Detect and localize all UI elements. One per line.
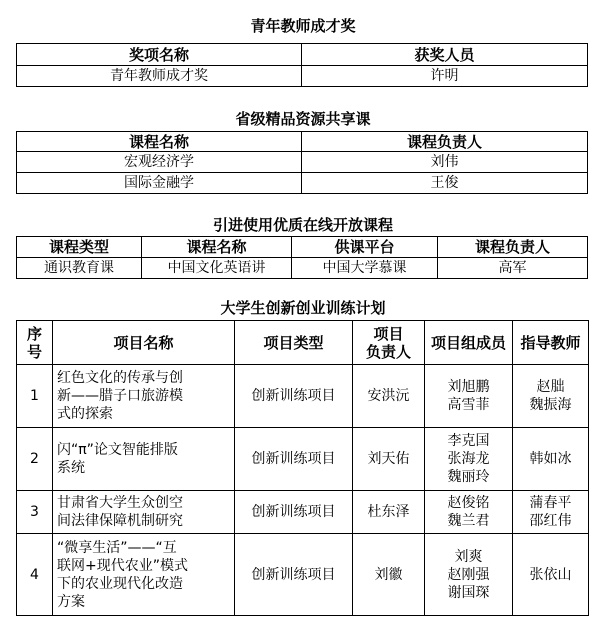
table-row <box>17 173 588 194</box>
cell-project-name: 闪“π”论文智能排版 系统 <box>53 428 235 491</box>
cell-course-leader: 刘伟 <box>302 152 588 173</box>
cell-course-name: 国际金融学 <box>17 173 302 194</box>
section-title-youth-teacher-award: 青年教师成才奖 <box>250 17 356 35</box>
innovation-program-table <box>16 320 589 616</box>
cell-project-name: 红色文化的传承与创 新——腊子口旅游模 式的探索 <box>53 365 235 428</box>
header-project-leader: 项目 负责人 <box>353 321 425 365</box>
youth-teacher-award-table <box>16 43 588 87</box>
cell-number: 3 <box>17 491 53 534</box>
cell-members: 刘爽 赵刚强 谢国琛 <box>425 534 513 616</box>
header-course-type: 课程类型 <box>17 237 142 258</box>
header-course-leader: 课程负责人 <box>302 132 588 152</box>
header-project-name: 项目名称 <box>53 321 235 365</box>
table-row <box>17 428 589 491</box>
cell-advisor: 赵朏 魏振海 <box>513 365 589 428</box>
section-title-online-courses: 引进使用优质在线开放课程 <box>212 216 393 234</box>
online-courses-table <box>16 236 588 279</box>
header-number: 序 号 <box>17 321 53 365</box>
cell-course-leader: 王俊 <box>302 173 588 194</box>
cell-project-leader: 刘天佑 <box>353 428 425 491</box>
cell-project-name: 甘肃省大学生众创空 间法律保障机制研究 <box>53 491 235 534</box>
cell-course-type: 通识教育课 <box>17 258 142 279</box>
header-advisor: 指导教师 <box>513 321 589 365</box>
cell-advisor: 蒲春平 邵红伟 <box>513 491 589 534</box>
cell-advisor: 韩如冰 <box>513 428 589 491</box>
table-row <box>17 491 589 534</box>
cell-platform: 中国大学慕课 <box>292 258 438 279</box>
cell-number: 1 <box>17 365 53 428</box>
cell-awardee: 许明 <box>302 66 588 87</box>
cell-project-leader: 杜东泽 <box>353 491 425 534</box>
cell-project-name: “微享生活”——“互 联网+现代农业”模式 下的农业现代化改造 方案 <box>53 534 235 616</box>
provincial-courses-table <box>16 131 588 194</box>
cell-number: 2 <box>17 428 53 491</box>
cell-project-type: 创新训练项目 <box>235 491 353 534</box>
cell-project-type: 创新训练项目 <box>235 428 353 491</box>
section-title-innovation-program: 大学生创新创业训练计划 <box>220 299 386 317</box>
cell-project-type: 创新训练项目 <box>235 534 353 616</box>
header-course-leader: 课程负责人 <box>438 237 588 258</box>
header-awardee: 获奖人员 <box>302 44 588 66</box>
cell-course-name: 中国文化英语讲 <box>142 258 292 279</box>
table-row <box>17 152 588 173</box>
cell-advisor: 张依山 <box>513 534 589 616</box>
cell-course-name: 宏观经济学 <box>17 152 302 173</box>
header-course-name: 课程名称 <box>17 132 302 152</box>
cell-members: 赵俊铭 魏兰君 <box>425 491 513 534</box>
table-row <box>17 365 589 428</box>
table-row <box>17 258 588 279</box>
cell-project-type: 创新训练项目 <box>235 365 353 428</box>
table-row <box>17 534 589 616</box>
header-award-name: 奖项名称 <box>17 44 302 66</box>
header-project-type: 项目类型 <box>235 321 353 365</box>
header-platform: 供课平台 <box>292 237 438 258</box>
cell-course-leader: 高军 <box>438 258 588 279</box>
cell-project-leader: 安洪沅 <box>353 365 425 428</box>
cell-award-name: 青年教师成才奖 <box>17 66 302 87</box>
header-course-name: 课程名称 <box>142 237 292 258</box>
table-row <box>17 66 588 87</box>
cell-members: 李克国 张海龙 魏丽玲 <box>425 428 513 491</box>
header-members: 项目组成员 <box>425 321 513 365</box>
cell-number: 4 <box>17 534 53 616</box>
section-title-provincial-courses: 省级精品资源共享课 <box>235 110 371 128</box>
cell-project-leader: 刘徽 <box>353 534 425 616</box>
cell-members: 刘旭鹏 高雪菲 <box>425 365 513 428</box>
